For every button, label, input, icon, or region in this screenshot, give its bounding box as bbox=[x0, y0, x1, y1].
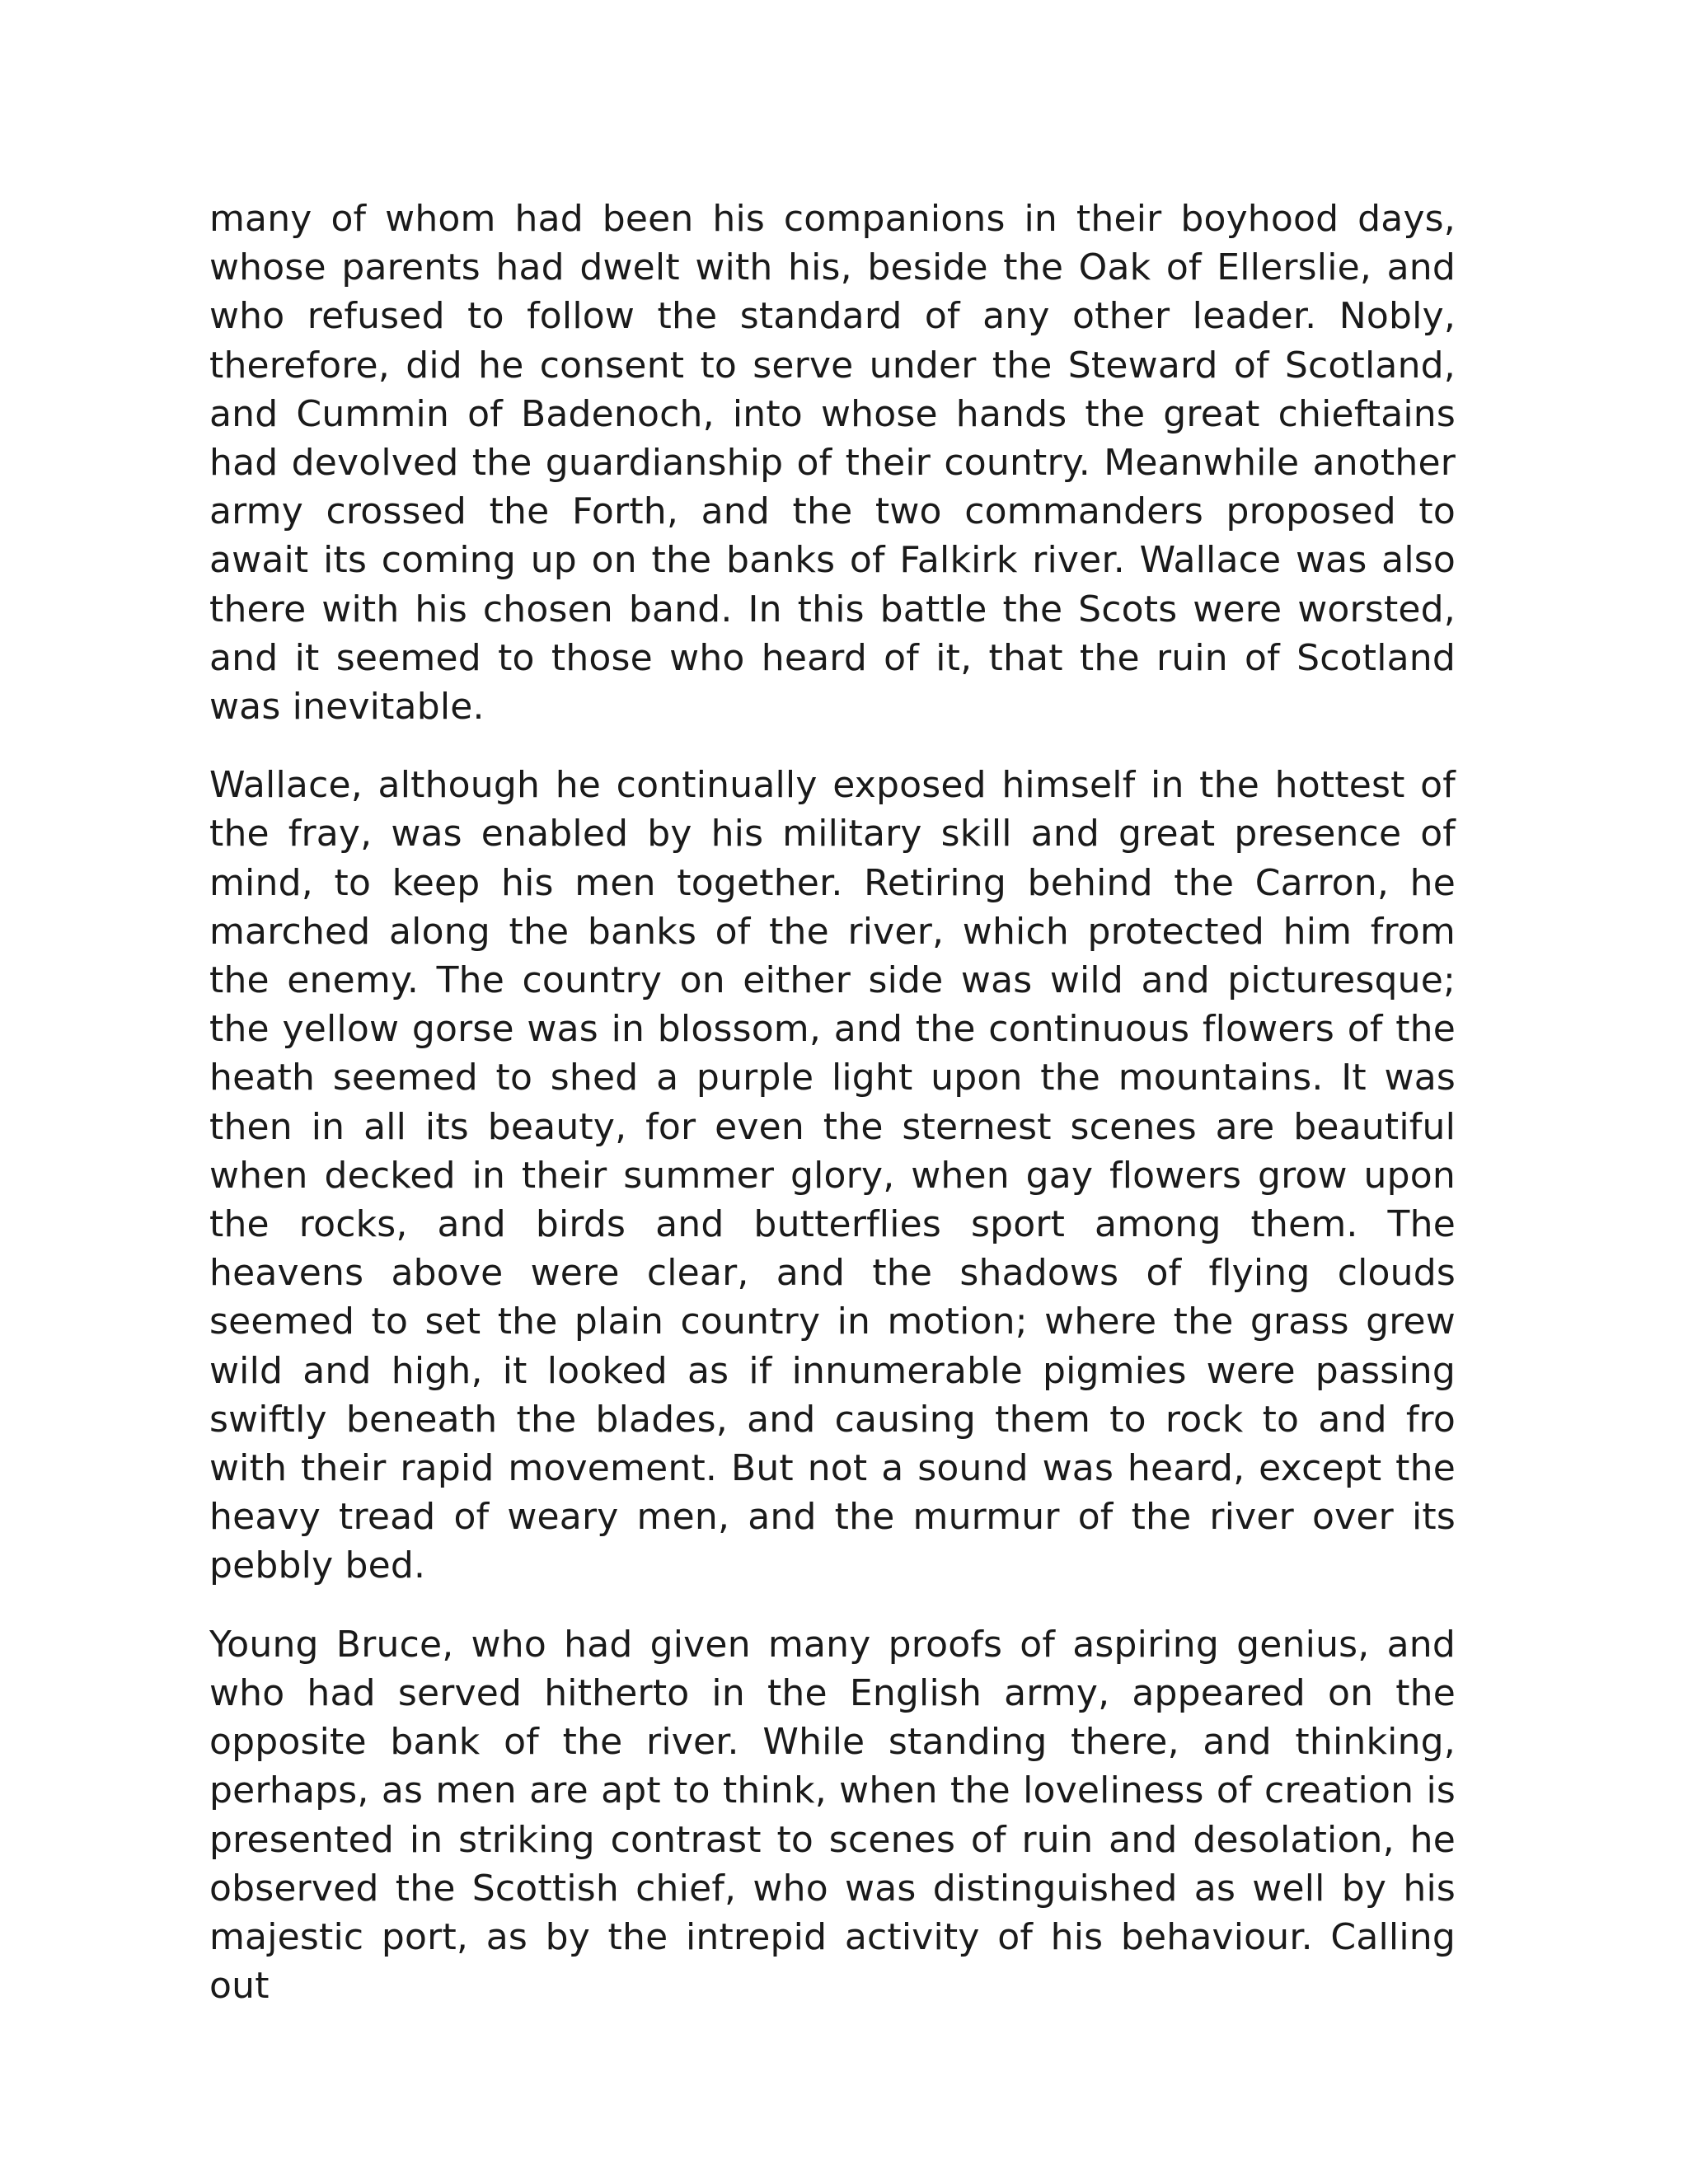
paragraph: many of whom had been his companions in their boyhood days, whose parents had dwelt with his, beside the Oak of Ellerslie, and who refused to follow the standard of any other leader. Nobly, therefore, did he consent to serve under the Steward of Scotland, and Cummin of Badenoch, into whose hands the great chieftains had devolved the guardianship of their country. Meanwhile another army crossed the Forth, and the two commanders proposed to await its coming up on the banks of Falkirk river. Wallace was also there with his chosen band. In this battle the Scots were worsted, and it seemed to those who heard of it, that the ruin of Scotland was inevitable. bbox=[209, 198, 1456, 729]
paragraph: Young Bruce, who had given many proofs of aspiring genius, and who had served hitherto in the English army, appeared on the opposite bank of the river. While standing there, and thinking, perhaps, as men are apt to think, when the loveliness of creation is presented in striking contrast to scenes of ruin and desolation, he observed the Scottish chief, who was distinguished as well by his majestic port, as by the intrepid activity of his behaviour. Calling out bbox=[209, 1623, 1456, 2008]
paragraph: Wallace, although he continually exposed himself in the hottest of the fray, was enabled by his military skill and great presence of mind, to keep his men together. Retiring behind the Carron, he marched along the banks of the river, which protected him from the enemy. The country on either side was wild and picturesque; the yellow gorse was in blossom, and the continuous flowers of the heath seemed to shed a purple light upon the mountains. It was then in all its beauty, for even the sternest scenes are beautiful when decked in their summer glory, when gay flowers grow upon the rocks, and birds and butterflies sport among them. The heavens above were clear, and the shadows of flying clouds seemed to set the plain country in motion; where the grass grew wild and high, it looked as if innumerable pigmies were passing swiftly beneath the blades, and causing them to rock to and fro with their rapid movement. But not a sound was heard, except the heavy tread of weary men, and the murmur of the river over its pebbly bed. bbox=[209, 764, 1456, 1587]
document-page bbox=[209, 194, 1456, 2010]
